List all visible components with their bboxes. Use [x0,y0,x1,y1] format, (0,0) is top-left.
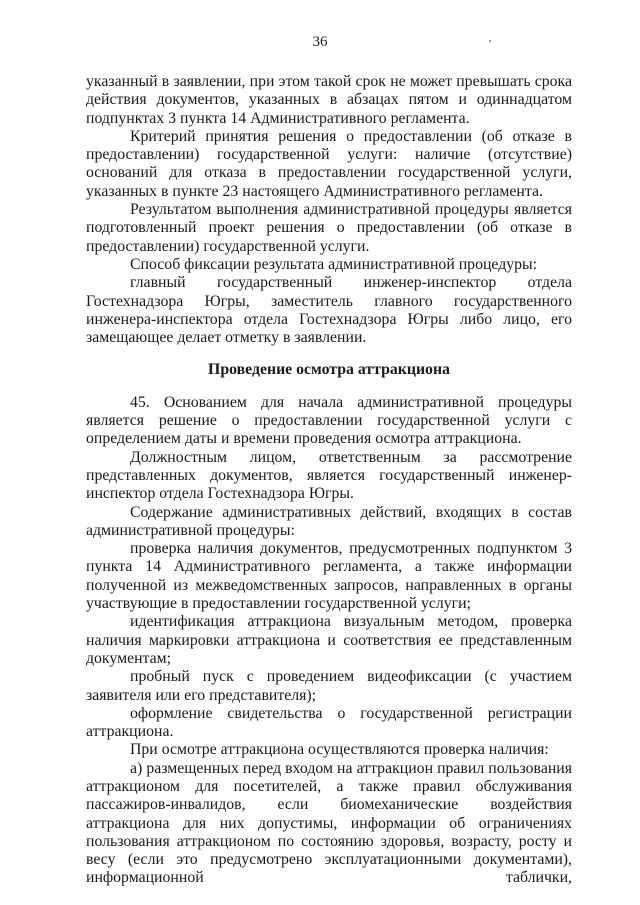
paragraph-continuation: указанный в заявлении, при этом такой срок не может превышать срока действия документов, указанных в абзацах пятом и одиннадцатом подпунктах 3 пункта 14 Административного регламента. [86,73,572,127]
paragraph-document-check: проверка наличия документов, предусмотренных подпунктом 3 пункта 14 Административного регламента, а также информации полученной из межведомственных запросов, направленных в органы участвующие в предоставлении государственной услуги; [86,540,572,613]
paragraph-identification: идентификация аттракциона визуальным методом, проверка наличия маркировки аттракциона и соответствия ее представленным документам; [86,613,572,667]
paragraph-test-run: пробный пуск с проведением видеофиксации (с участием заявителя или его представителя); [86,668,572,704]
paragraph-fixation-method: Способ фиксации результата административной процедуры: [130,255,538,273]
page-number: 36 [312,34,328,50]
paragraph-certificate: оформление свидетельства о государственной регистрации аттракциона. [86,704,572,741]
paragraph-inspector-mark: главный государственный инженер-инспектор отдела Гостехнадзора Югры, заместитель главного государственного инженера-инспектора отдела Гостехнадзора Югры либо лицо, его замещающее делает отметку в заявлении. [86,274,572,347]
paragraph-responsible-official: Должностным лицом, ответственным за рассмотрение представленных документов, является государственный инженер-инспектор отдела Гостехнадзора Югры. [86,448,572,503]
paragraph-decision-criterion: Критерий принятия решения о предоставлении (об отказе в предоставлении) государственной услуги: наличие (отсутствие) оснований для отказа в предоставлении государственной услуги, указанных в пункте 23 настоящего Административного регламента. [86,127,572,200]
document-body [86,73,572,888]
section-heading: Проведение осмотра аттракциона [208,361,450,379]
paragraph-inspection-check: При осмотре аттракциона осуществляются проверка наличия: [130,741,549,759]
scan-speck [489,40,491,42]
paragraph-item-a: а) размещенных перед входом на аттракцион правил пользования аттракционом для посетителей, а также правил обслуживания пассажиров-инвалидов, если биомеханические воздействия аттракциона для них допустимы, информации об ограничениях пользования аттракционом по состоянию здоровья, возрасту, росту и весу (если это предусмотрено эксплуатационными документами), информационной таблички, [86,759,572,887]
paragraph-actions-content: Содержание административных действий, входящих в состав административной процедуры: [86,503,572,539]
paragraph-procedure-result: Результатом выполнения административной процедуры является подготовленный проект решения о предоставлении (об отказе в предоставлении) государственной услуги. [86,201,572,255]
paragraph-item-45: 45. Основанием для начала административной процедуры является решение о предоставлении государственной услуги с определением даты и времени проведения осмотра аттракциона. [86,393,572,448]
